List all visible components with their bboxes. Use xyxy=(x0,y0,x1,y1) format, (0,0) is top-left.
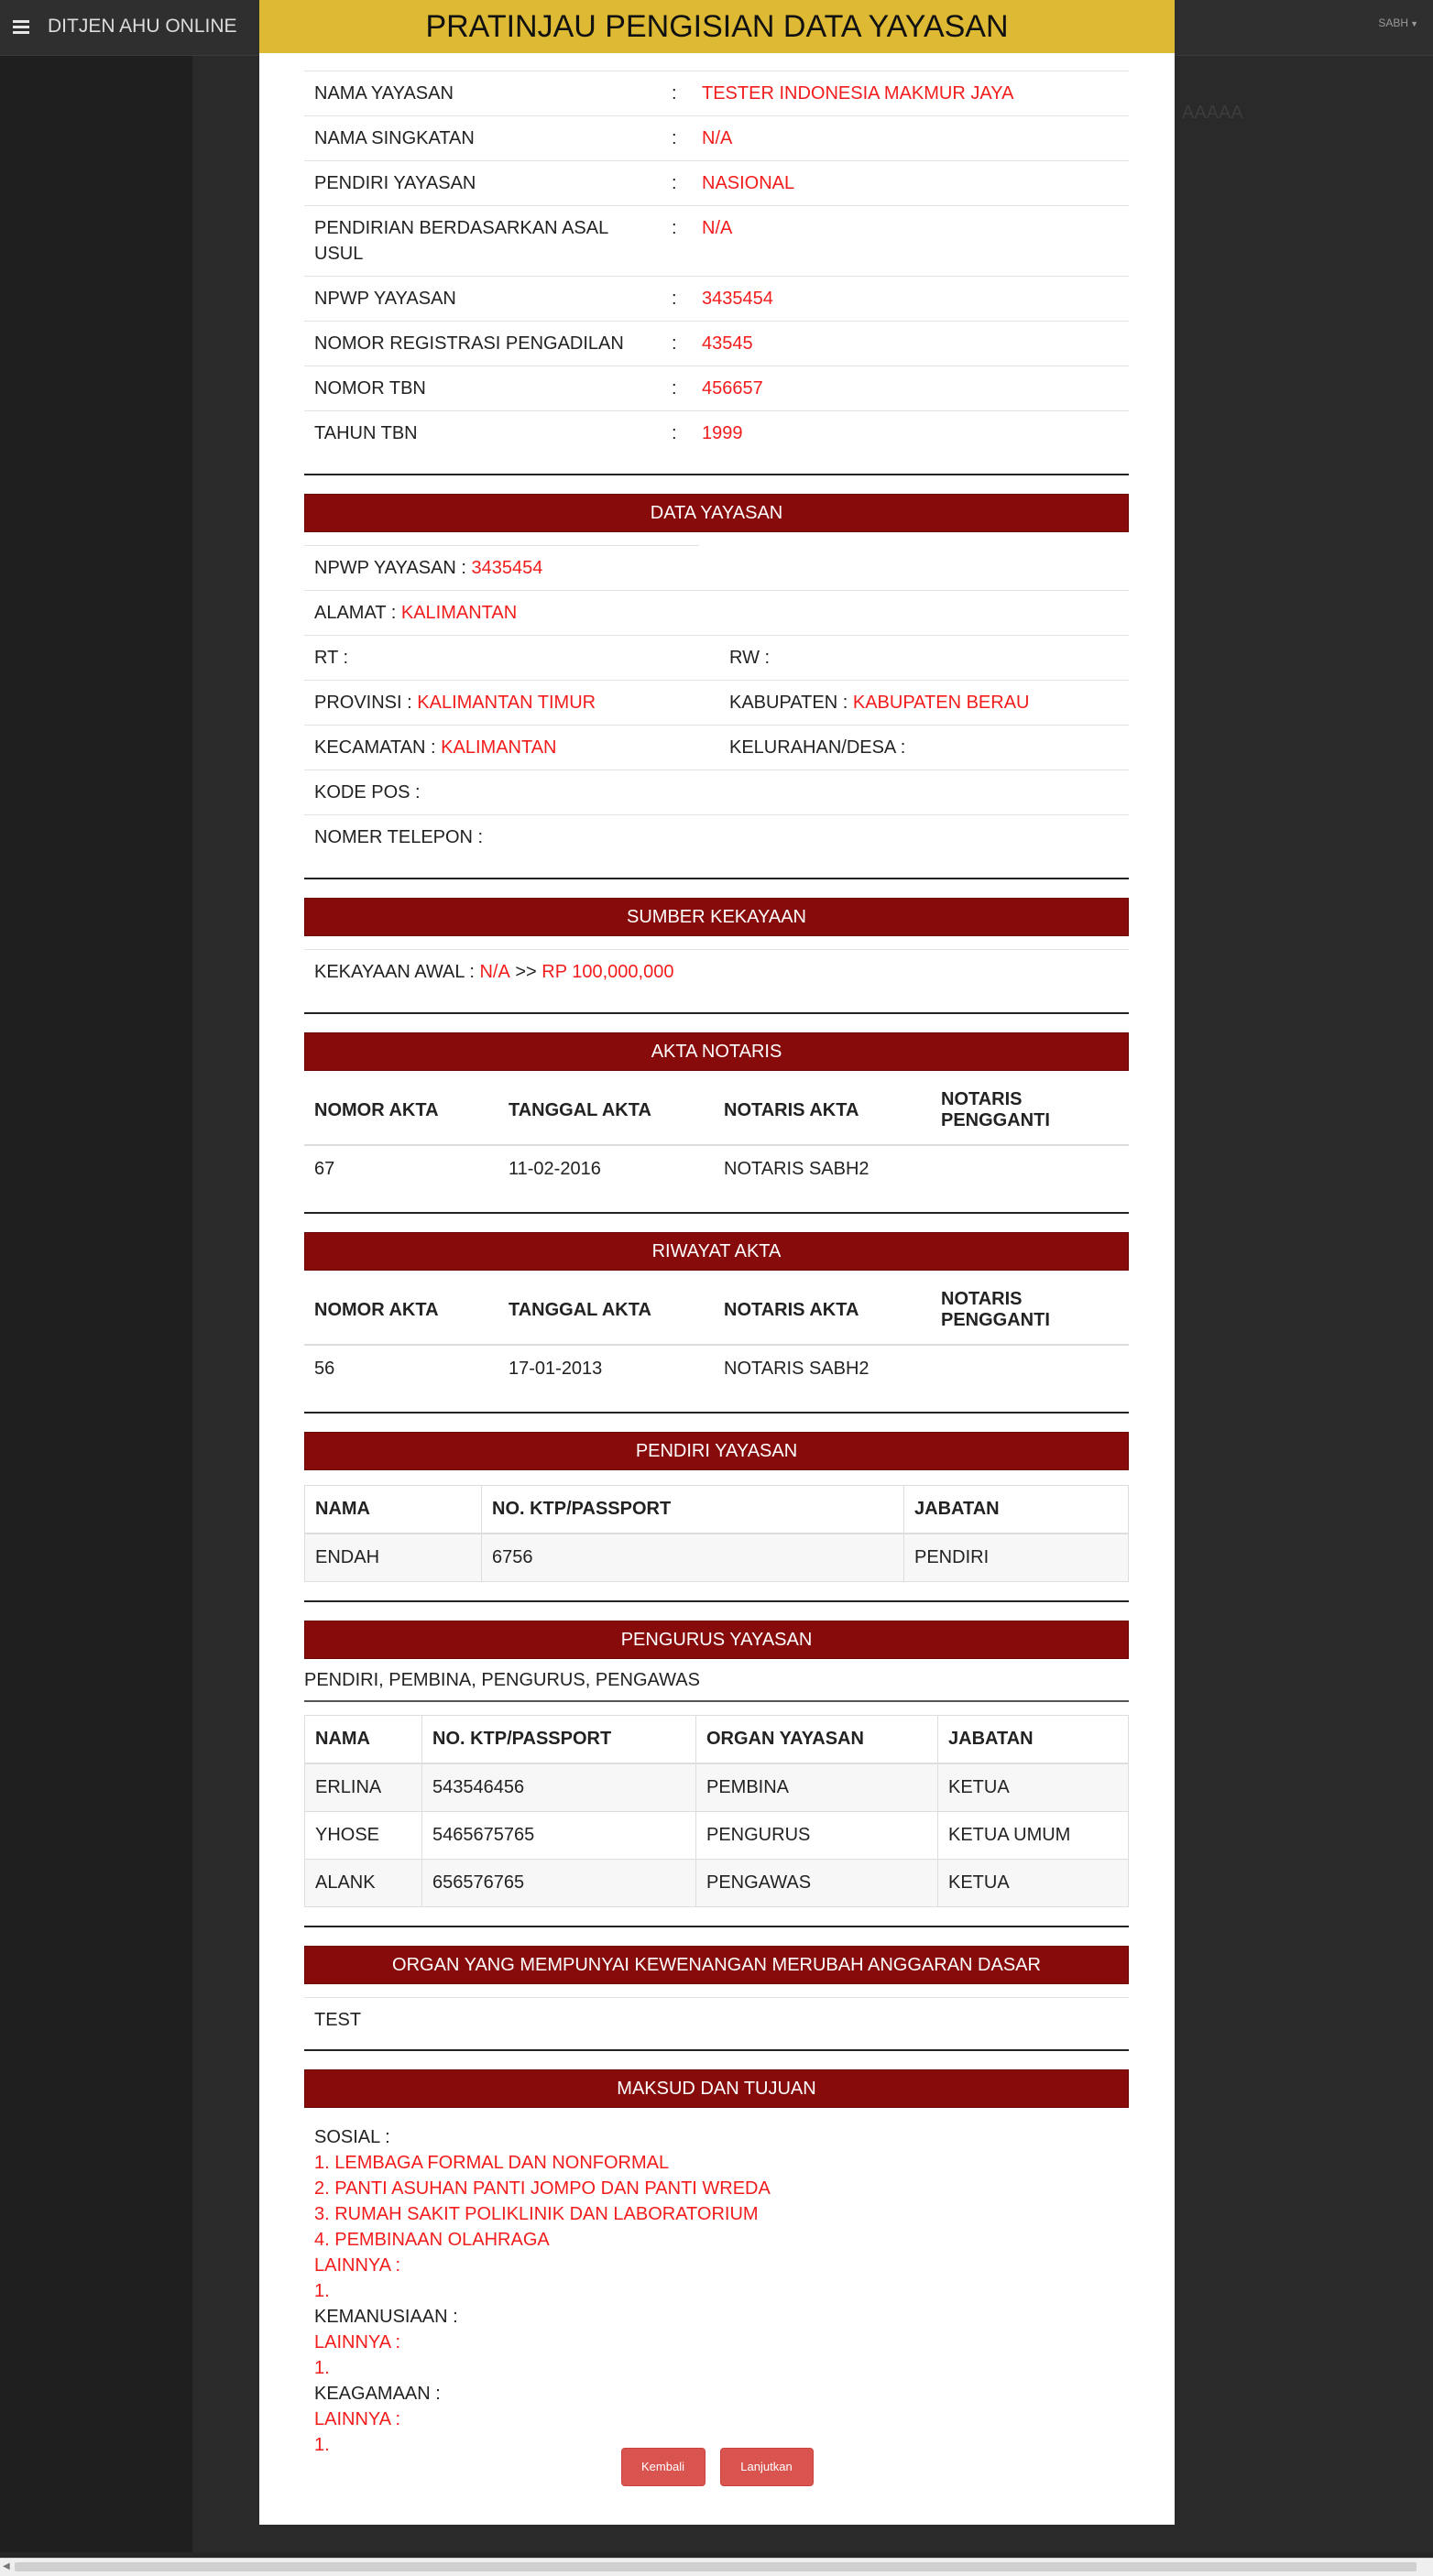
table-cell: 17-01-2013 xyxy=(498,1345,714,1393)
kodepos-label: KODE POS : xyxy=(314,782,421,802)
table-cell: 11-02-2016 xyxy=(498,1145,714,1194)
info-sep: : xyxy=(672,83,677,104)
pengurus-subtitle: PENDIRI, PEMBINA, PENGURUS, PENGAWAS xyxy=(304,1659,1129,1702)
continue-button[interactable]: Lanjutkan xyxy=(720,2448,814,2486)
info-label: PENDIRIAN BERDASARKAN ASAL USUL xyxy=(314,218,608,264)
table-cell: 543546456 xyxy=(422,1763,696,1812)
info-label: TAHUN TBN xyxy=(314,423,418,443)
column-header: NO. KTP/PASSPORT xyxy=(482,1486,904,1534)
lainnya-item: 1. xyxy=(314,2281,330,2301)
section-divider xyxy=(304,474,1129,475)
kecamatan-label: KECAMATAN : xyxy=(314,737,436,758)
section-divider xyxy=(304,2049,1129,2051)
table-row xyxy=(305,1860,1129,1907)
npwp-label: NPWP YAYASAN : xyxy=(314,558,466,578)
info-label: NAMA SINGKATAN xyxy=(314,128,475,148)
provinsi-kabupaten-row xyxy=(304,680,1129,725)
kemanusiaan-label: KEMANUSIAAN : xyxy=(314,2307,458,2327)
table-cell: 6756 xyxy=(482,1534,904,1582)
table-cell: PENDIRI xyxy=(904,1534,1129,1582)
scroll-left-icon[interactable]: ◀ xyxy=(3,2561,10,2571)
info-value: 3435454 xyxy=(702,289,773,309)
section-heading-riwayat-akta: RIWAYAT AKTA xyxy=(304,1232,1129,1271)
section-divider xyxy=(304,1212,1129,1214)
column-header: NOTARIS AKTA xyxy=(714,1076,931,1145)
table-cell: PENGAWAS xyxy=(696,1860,938,1907)
column-header: JABATAN xyxy=(938,1716,1129,1764)
info-sep: : xyxy=(672,128,677,148)
section-heading-sumber-kekayaan: SUMBER KEKAYAAN xyxy=(304,898,1129,936)
background-text: AAAAA xyxy=(1182,103,1243,123)
horizontal-scrollbar[interactable] xyxy=(0,2558,1433,2576)
kecamatan-kelurahan-row xyxy=(304,725,1129,770)
table-cell xyxy=(931,1345,1129,1393)
hamburger-menu-icon[interactable] xyxy=(13,20,29,33)
info-sep: : xyxy=(672,173,677,193)
info-value: NASIONAL xyxy=(702,173,795,193)
column-header: NOTARIS AKTA xyxy=(714,1276,931,1345)
table-cell: 5465675765 xyxy=(422,1812,696,1860)
table-cell: PENGURUS xyxy=(696,1812,938,1860)
kekayaan-amount: RP 100,000,000 xyxy=(541,962,674,982)
column-header: TANGGAL AKTA xyxy=(498,1276,714,1345)
back-button[interactable]: Kembali xyxy=(621,2448,706,2486)
info-list xyxy=(304,71,1129,455)
kelurahan-label: KELURAHAN/DESA : xyxy=(729,737,906,758)
table-cell: KETUA UMUM xyxy=(938,1812,1129,1860)
caret-down-icon: ▼ xyxy=(1410,19,1418,28)
section-heading-data-yayasan: DATA YAYASAN xyxy=(304,494,1129,532)
column-header: ORGAN YAYASAN xyxy=(696,1716,938,1764)
column-header: NOTARIS PENGGANTI xyxy=(931,1276,1129,1345)
kecamatan-value: KALIMANTAN xyxy=(441,737,557,758)
sosial-label: SOSIAL : xyxy=(314,2127,390,2147)
info-row xyxy=(304,160,1129,205)
section-divider xyxy=(304,1412,1129,1414)
modal-title: PRATINJAU PENGISIAN DATA YAYASAN xyxy=(259,0,1175,53)
info-row xyxy=(304,321,1129,366)
table-row xyxy=(305,1763,1129,1812)
lainnya-item: 1. xyxy=(314,2358,330,2378)
info-value: 1999 xyxy=(702,423,743,443)
table-cell: ERLINA xyxy=(305,1763,422,1812)
sosial-item: 4. PEMBINAAN OLAHRAGA xyxy=(314,2230,550,2250)
modal-footer xyxy=(259,2448,1175,2486)
user-menu[interactable] xyxy=(1378,16,1418,29)
table-row xyxy=(304,1145,1129,1194)
section-divider xyxy=(304,1926,1129,1927)
table-cell: ENDAH xyxy=(305,1534,482,1582)
sidebar xyxy=(0,56,192,2552)
info-value: 456657 xyxy=(702,378,763,398)
telepon-row xyxy=(304,814,1129,859)
info-value: N/A xyxy=(702,128,733,148)
column-header: NOMOR AKTA xyxy=(304,1076,498,1145)
table-cell: ALANK xyxy=(305,1860,422,1907)
info-label: NOMOR TBN xyxy=(314,378,426,398)
maksud-tujuan-list xyxy=(304,2108,1129,2458)
sosial-item: 1. LEMBAGA FORMAL DAN NONFORMAL xyxy=(314,2153,670,2173)
kabupaten-label: KABUPATEN : xyxy=(729,693,848,713)
kabupaten-value: KABUPATEN BERAU xyxy=(852,693,1030,713)
table-cell: NOTARIS SABH2 xyxy=(714,1345,931,1393)
info-sep: : xyxy=(672,378,677,398)
alamat-value: KALIMANTAN xyxy=(400,603,518,623)
telepon-label: NOMER TELEPON : xyxy=(314,827,484,847)
rt-label: RT : xyxy=(314,648,349,668)
info-row xyxy=(304,366,1129,410)
section-heading-organ: ORGAN YANG MEMPUNYAI KEWENANGAN MERUBAH ANGGARAN DASAR xyxy=(304,1946,1129,1984)
table-cell: 656576765 xyxy=(422,1860,696,1907)
rt-rw-row xyxy=(304,635,1129,680)
preview-modal xyxy=(259,0,1175,2525)
npwp-row xyxy=(304,545,699,590)
column-header: TANGGAL AKTA xyxy=(498,1076,714,1145)
provinsi-label: PROVINSI : xyxy=(314,693,412,713)
organ-value-row xyxy=(304,1997,1129,2042)
organ-value: TEST xyxy=(314,2010,362,2030)
kekayaan-label: KEKAYAAN AWAL : xyxy=(314,962,475,982)
column-header: NAMA xyxy=(305,1716,422,1764)
pendiri-table xyxy=(304,1485,1129,1582)
column-header: NAMA xyxy=(305,1486,482,1534)
kekayaan-arrow: >> xyxy=(515,962,537,982)
info-label: NPWP YAYASAN xyxy=(314,289,456,309)
lainnya-item: 1. xyxy=(314,2435,330,2455)
info-row xyxy=(304,71,1129,115)
info-label: PENDIRI YAYASAN xyxy=(314,173,476,193)
modal-content xyxy=(304,71,1129,2458)
section-divider xyxy=(304,878,1129,879)
sosial-item: 3. RUMAH SAKIT POLIKLINIK DAN LABORATORIUM xyxy=(314,2204,759,2224)
kekayaan-source: N/A xyxy=(479,962,510,982)
akta-notaris-table xyxy=(304,1076,1129,1194)
table-cell: KETUA xyxy=(938,1763,1129,1812)
info-sep: : xyxy=(672,333,677,354)
info-label: NAMA YAYASAN xyxy=(314,83,454,104)
section-heading-pendiri-yayasan: PENDIRI YAYASAN xyxy=(304,1432,1129,1470)
info-label: NOMOR REGISTRASI PENGADILAN xyxy=(314,333,624,354)
table-cell: NOTARIS SABH2 xyxy=(714,1145,931,1194)
lainnya-label: LAINNYA : xyxy=(314,2409,401,2429)
keagamaan-label: KEAGAMAAN : xyxy=(314,2384,441,2404)
kekayaan-row xyxy=(304,949,1129,994)
alamat-row xyxy=(304,590,1129,635)
table-cell: PEMBINA xyxy=(696,1763,938,1812)
pengurus-table xyxy=(304,1715,1129,1907)
info-sep: : xyxy=(672,423,677,443)
app-title: DITJEN AHU ONLINE xyxy=(48,16,237,37)
info-row xyxy=(304,205,1129,276)
sosial-item: 2. PANTI ASUHAN PANTI JOMPO DAN PANTI WREDA xyxy=(314,2178,771,2199)
table-row xyxy=(305,1534,1129,1582)
info-row xyxy=(304,276,1129,321)
scrollbar-thumb[interactable] xyxy=(15,2562,1417,2571)
info-sep: : xyxy=(672,218,677,238)
riwayat-akta-table xyxy=(304,1276,1129,1393)
column-header: JABATAN xyxy=(904,1486,1129,1534)
section-divider xyxy=(304,1600,1129,1602)
info-row xyxy=(304,115,1129,160)
user-name: SABH xyxy=(1378,16,1409,29)
column-header: NOMOR AKTA xyxy=(304,1276,498,1345)
kodepos-row xyxy=(304,770,1129,814)
npwp-value: 3435454 xyxy=(471,558,543,578)
table-row xyxy=(304,1345,1129,1393)
lainnya-label: LAINNYA : xyxy=(314,2332,401,2352)
lainnya-label: LAINNYA : xyxy=(314,2255,401,2276)
table-cell: YHOSE xyxy=(305,1812,422,1860)
table-cell xyxy=(931,1145,1129,1194)
section-divider xyxy=(304,1012,1129,1014)
provinsi-value: KALIMANTAN TIMUR xyxy=(417,693,596,713)
section-heading-maksud-tujuan: MAKSUD DAN TUJUAN xyxy=(304,2069,1129,2108)
info-value: N/A xyxy=(702,218,733,238)
column-header: NOTARIS PENGGANTI xyxy=(931,1076,1129,1145)
info-value: TESTER INDONESIA MAKMUR JAYA xyxy=(702,83,1014,104)
table-cell: 56 xyxy=(304,1345,498,1393)
info-value: 43545 xyxy=(702,333,753,354)
rw-label: RW : xyxy=(729,648,771,668)
section-heading-pengurus-yayasan: PENGURUS YAYASAN xyxy=(304,1621,1129,1659)
alamat-label: ALAMAT : xyxy=(314,603,397,623)
section-heading-akta-notaris: AKTA NOTARIS xyxy=(304,1032,1129,1071)
column-header: NO. KTP/PASSPORT xyxy=(422,1716,696,1764)
info-row xyxy=(304,410,1129,455)
table-cell: KETUA xyxy=(938,1860,1129,1907)
info-sep: : xyxy=(672,289,677,309)
table-row xyxy=(305,1812,1129,1860)
table-cell: 67 xyxy=(304,1145,498,1194)
